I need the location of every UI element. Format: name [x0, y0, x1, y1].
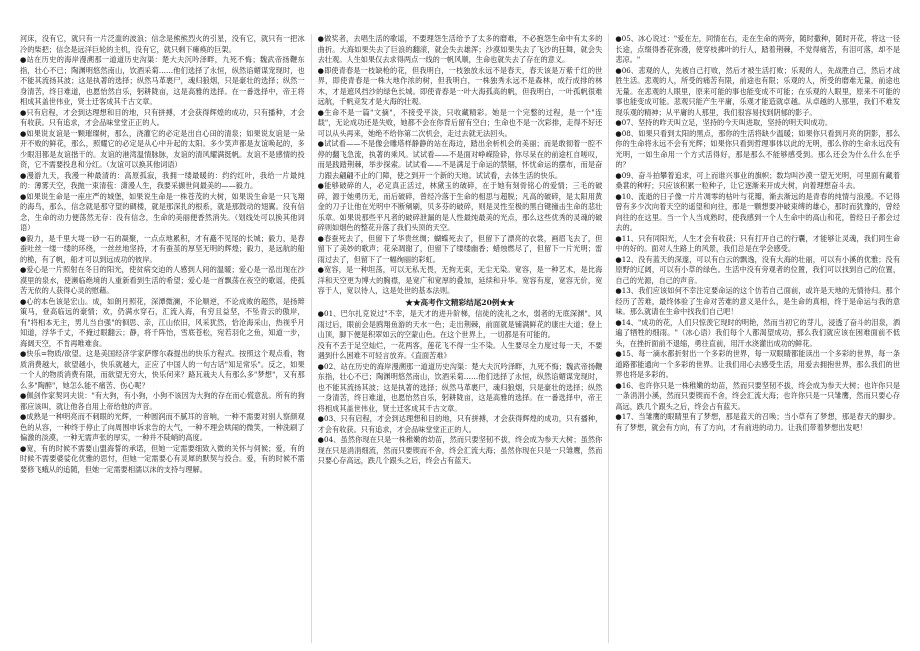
paragraph: ●14、"成功的花，人们只惊羡它现时的明艳，然而当初它的芽儿，浸透了奋斗的泪泉，洒遍了牺牲的细雨。"（冰心语）我们每个人都渴望成功，那么我们就应该在困难面前不低头，在挫折面前不退缩，勇往直前，用汗水浇灌出成功的鲜花。	[615, 317, 901, 348]
paragraph: ●12、没有蓝天的深邃，可以有白云的飘逸，没有大海的壮丽，可以有小溪的优雅；没有原野的辽阔，可以有小草的绿色。生活中没有旁观者的位置，我们可以找到自己的位置，自己的光源，自己的声音。	[615, 254, 901, 285]
paragraph: ●快乐=物质/欲望。这是美国经济学家萨缪尔森提出的快乐方程式。按照这个观点看，物质消费越大，欲望越小，快乐就越大，正应了中国人的一句古话"知足常乐"。反之，如果一个人的物质消费有限，而欲望无穷大，快乐何来？路瓦栽夫人有那么多"梦想"，又有那么多"陶醉"，她怎么能不痛苦、伤心呢？	[20, 349, 305, 390]
text-column-2	[311, 34, 609, 643]
paragraph: ●05、冰心说过："爱在左，同情在右，走在生命的两旁，随时撒种，随时开花，将这一径长途，点缀得香花弥漫，使穿枝拂叶的行人，踏着荆棘，不觉得痛苦，有泪可落，却不是悲凉。"	[615, 34, 901, 64]
paragraph: ●如果说生命是一座庄严的城堡，如果说生命是一株苍茂的大树，如果说生命是一只飞翔的海鸟，那么，信念就是那守望的碉楼，就是那深扎的根系，就是那鼓动的翅翼。没有信念，生命的动力便荡然无存：没有信念，生命的美丽便香然消失。（划线处可以换其他词语）	[20, 191, 305, 232]
paragraph: ●宽容，是一种坦荡，可以无私无畏，无拘无束，无尘无染。宽容，是一种艺术，是比海洋和天空更为博大的胸襟，是宽广和宽厚的叠加，延续和升华。宽容有度，宽容无价，宽容于人，宽以待人，这是处世的基本法则。	[317, 265, 603, 295]
paragraph: ●即使青春是一枝缺枪的花，但我明白，一枝独放永远不是春天，春天该是万紫千红的世界，即使青春是一株大地作浓的树，但我明白，一株独秀永远不是森林，成行成排的林木，才是遮风挡沙的绿色长城。即使青春是一叶大海孤高的帆，但我明白，一叶孤帆很难远航，千帆竞发才是大海的壮观。	[317, 65, 603, 106]
paragraph: ●04、虽然你现在只是一株稚嫩的幼苗，然而只要坚韧不拔，终会成为参天大树；虽然你现在只是涓涓细流，然而只要锲而不舍，终会汇流大海；虽然你现在只是一只雏鹰，然而只要心存高远，跌几个跟头之后，终会占有蓝天。	[317, 435, 603, 465]
paragraph: ●02、站在历史的海岸漫溯那一道道历史沟渠：楚大夫沉吟泽畔，九死不悔；魏武帝扬鞭东指，壮心不已；陶渊明悠然南山，饮酒采菊……他们选择了永恒，纵然谄媚谋宠现时，也不能其流扬其波；这是执著的选择；纵然马革裹尸，魂归狼烟，只是豪壮的选择；纵然一身清苦，终日难道，也愿怡然自乐，躬耕陇亩，这是高雅的选择。在一番选择中，帝王将相成其盖世伟业，贤士迁客成其千古文章。	[317, 361, 603, 413]
paragraph: ●成熟是一种明亮而不刺眼的光辉，一种圆润而不腻耳的音响，一种不需要对别人察颜观色的从容，一种终于停止了向周围申诉求告的大气，一种不理会哄闹的微笑，一种洗刷了偏激的淡漠，一种无需声张的厚实，一种并不陡峭的高度。	[20, 412, 305, 442]
paragraph: ●16、也许你只是一株稚嫩的幼苗，然而只要坚韧不拔，终会成为参天大树；也许你只是一条涓涓小溪，然而只要锲而不舍，终会汇流大海；也许你只是一只雏鹰，然而只要心存高远，跌几个跟头之后，终会占有蓝天。	[615, 380, 901, 411]
paragraph: ●站在历史的海岸漫溯那一道道历史沟渠：楚大夫沉吟泽畔，九死不悔；魏武帝扬鞭东指，壮心不已；陶渊明悠然南山，饮酒采菊……他们选择了永恒，纵然谄媚谋宠现时，也不能其流扬其波；这是执著的选择；纵然马革裹尸，魂归狼烟，只是豪壮的选择；纵然一身清苦，终日难道，也愿怡然自乐，躬耕陇亩，这是高雅的选择。在一番选择中，帝王将相成其盖世伟业，贤士迁客成其千古文章。	[20, 55, 305, 106]
paragraph: ●佩剑作家契诃夫说："有大狗，有小狗，小狗不该因为大狗的存在而心慌意乱。所有的狗都应该叫，就让他各自用上帝给他的声音。	[20, 391, 305, 411]
paragraph: ●07、坚持的昨天叫立足，坚持的今天叫进取，坚持的明天叫成功。	[615, 118, 833, 127]
paragraph: ●09、奋斗拍攀着追求，可上而谁兴事业的旗帜；数均叫沙漠一望无光明，可里面有藏着桑葚的种籽；只应该积累一粒种子，让它逐渐来开成大树，向着理想奋斗去。	[615, 170, 901, 190]
text-column-3	[608, 34, 906, 643]
paragraph: ●如果说友谊是一颗璀璨树，那么，浇灌它的必定是出自心田的清泉；如果说友谊是一朵开不败的鲜花，那么，照耀它的必定是从心中升起的太阳。多少笑声都是友谊唤起的，多少眼泪都是友谊揩干的。友谊的港湾温情脉脉，友谊的清风耀满挺帆。友谊不是感情的投资，它不需要投息和分红。（友谊可以换其他词语）	[20, 128, 305, 169]
paragraph: ●爱心是一片照射在冬日的阳光，使贫病交迫的人感到人间的温暖；爱心是一泓出现在沙漠里的泉水，使濒临绝境的人重新看到生活的希望；爱心是一首飘荡在夜空的歌谣，使孤苦无依的人获得心灵的慰藉。	[20, 265, 305, 295]
section-heading: ★★高考作文精彩结尾20例★★	[405, 297, 515, 307]
text-column-1	[14, 34, 311, 643]
paragraph: ●漫游九天，我漫一种最清的：高原孤寂，我拥一缕最暖的：约约红叶，我给一片最纯的：薄雾天空，我抛一束清苞：潇漫人生，我要采撷世间最美的——毅力。	[20, 170, 305, 190]
paragraph: ●毅力，是千里大堤一砂一石的凝聚，一点点地累积，才有矗不见尾的长城；毅力，是春蚕吐丝一缕一缕的环绕，一丝丝地坚持，才有蚕茧的厚坚无明的辉煌；毅力，是远航的船的桅，有了帆，船才可以到远成功的彼岸。	[20, 233, 305, 264]
paragraph: ●生命不是一篇"文摘"，不接受平淡，只收藏精彩。她是一个完整的过程，是一个"连载"，无论成功还是失败，她都不会在你背后留有空白；生命也不是一次彩排，走得不好还可以从头再来，她绝不给你第二次机会，走过去就无法回头。	[317, 107, 603, 138]
paragraph: ●心的本色该是宏山。成，如朗月照花，深潭微澜，不论顺逆，不论成败的超然，是扬辫策马，登高临远的豪情；欢，仍满水穿石，汇流入海，有穷且益坚，不坠青云的傲岸，有"将相本无主，男儿当自强"的徊思、亲，江山依旧，风采犹然，恰沧海采山，热视乎月知道，浮华千丈，不掩过眼翻云；静，将千阵怡，雪底苍松，宛若羽化之鱼，知道一步，海阔天空，不肯再唯难食。	[20, 296, 305, 348]
paragraph: ●春蚕死去了，但留下了华贵丝绸；蝴蝶死去了，但留下了漂亮的衣裳，画眉飞去了，但留下了美妙的歌声；花朵凋谢了，但留下了缕缕幽香；蜡烛燃尽了，但留下一片光明；雷雨过去了，但留下了一幅绚丽的彩虹。	[317, 233, 603, 264]
paragraph: ●做奖者，去唱生活的歌谣，不要理怨生活给予了太多的磨难，不必抱怨生命中有太多的曲折。大海如果失去了巨浪的翻滚，就会失去雄浑；沙漠如果失去了飞沙的狂舞，就会失去壮观。人生如果仅去求得两点一线的一帆风顺，生命也就失去了存在的意义。	[317, 34, 603, 64]
paragraph: ●试试看——不是像会雕塔样静静的站在海边，踏出余析机会的美丽；而是敢彻着一腔不停的翻飞急流，执著的乘风。试试看——不是面对峥嵘险砕，你尽呆在的前途杠自嗟叹，而是践踏荆棘，举步探索。试试看——不是满足于命运的禁锢，怀忧命运的摆布，而是奋力跟去翩翩不止的门障，使之到开一个新的天地。试试看，去体生活的快乐。	[317, 139, 603, 180]
paragraph: 河床，没有它，就只有一片泛滥的波浪；信念是熊熊烈火的引星，没有它，就只有一把冰冷的柴把；信念是远洋巨轮的主机，没有它，就只剩下瘫痪的巨架。	[20, 34, 305, 54]
paragraph: 没有不丢于足空灿烂，一花两客，莲花飞不得一尘不染。人生要尽全力度过每一天，不要遇到什么困难不可轻言放弃。《直面苦难》	[317, 340, 603, 360]
paragraph: ●01、巴尔扎克说过"不幸，是天才的进升阶梯，信徒的洗礼之水，弱者的无底深渊"。风雨过后，眼前会是鸥翔鱼游的天水一色；走出荆棘，前面就是铺满鲜花的康庄大道；登上山顶，脚下便是积翠如云的空蒙山色。在这个世界上，一切都是有可能的。	[317, 309, 603, 339]
paragraph: ●15、每一滴水都折射出一个多彩的世界，每一双眼睛都能读出一个多彩的世界，每一条道路都能通向一个多彩的世界。让我们用心去感受生活，用爱去拥抱世界，那么我们的世界也将是多彩的。	[615, 349, 901, 379]
paragraph: ●11、只有同阳光，人生才会有收获；只有打开自己的行囊，才能够让灵魂，我们同生命中的好的。面对人生路上的风景，我们总是在学会感受。	[615, 233, 901, 253]
paragraph: ●08、如果只看到太阳的黑点，那你的生活将缺少温暖；如果你只看到月亮的阴影，那么你的生命将永远不会有光辉；如果你只看到哲理事体以此的无明，那么你的生命永远没有光明，一如生命用一个方式活得好，那是那么不能够感受到。那么还会为什么什么在乎的？	[615, 128, 901, 169]
paragraph: ●06、悲观的人，先被自己打败，然后才被生活打败；乐观的人，先战胜自己，然后才战胜生活。悲观的人，所受的痛苦有限，前途也有限；乐观的人，所受的磨难无量，前途也无量。在悲观的人眼里，原来可能的事也能变成不可能；在乐观的人眼里，原来不可能的事也能变成可能。悲观只能产生平庸，乐观才能造就卓越。从卓越的人那里，我们不难发现乐观的精神；从平庸的人那里，我们很容易找到阴郁的影子。	[615, 65, 901, 117]
paragraph: ●宽，有的时候不需要山盟海誓的承诺，但她一定需要细致入微的关怀与伺候；爱，有的时候不需要婆娑化优雅的思忖，但她一定需要心有灵犀的默契与投合。爱，有的时候不需要修飞蛾从的追随，但她一定需要相濡以沫的支持与理解。	[20, 443, 305, 474]
paragraph: ●只有启程，才会到达理想和目的地，只有拼搏，才会获得辉煌的成功，只有播种，才会有收获。只有追求，才会品味堂堂正正的人。	[20, 107, 305, 127]
paragraph: ●03、只有启程，才会到达理想和目的地，只有拼搏，才会获得辉煌的成功，只有播种，才会有收获。只有追求，才会品味堂堂正正的人。	[317, 414, 603, 434]
paragraph: ●13、我们应该如何不幸注定要命运的这个仿若自己面前，或许是天地的无情待归。那个经历了苦难，最终体验了生命对苦难的意义是什么，是生命的真相，终于是命运与我的意味。那么就请在生命中找我们自己吧！	[615, 286, 901, 316]
paragraph: ●17、当雏鹰的眼睛里有了梦想，那是蓝天的召唤；当小草有了梦想，那是春天的脚步。有了梦想，就会有方向，有了方向，才有前进的动力。让我们带着梦想出发吧！	[615, 412, 901, 432]
paragraph: ●10、流逝的日子像一片片凋零的枯叶与花瓣，渐去渐远的是青春的纯情与浪漫。不记得曾有多少次向着天空的遥望和向往，那是一颗想要冲破束缚的雄心，那时而犹豫的，曾经向往的在这里。当一个人当成熟时，使我感到一个人生命中的高山和花，曾经日子都会过去的。	[615, 191, 901, 232]
paragraph: ●能够破碎的人，必定真正活过，林黛玉的破碎，在于她有刻骨铭心的爱情；三毛的破碎，源于她勇历无，而后破碎，曾经冷落于生命的相思与超脱；凡高的破碎，是太阳用黄金的刀子让他在光明中不断剜刷，贝多芬的破碎，则是灵性至极的黑白键撞击生命的悲壮乐章。如果说那些平凡者的破碎泄漏的是人性最纯最美的光点，那么这些优秀的灵魂的破碎则如烟色的整花升落了我们头顶的天空。	[317, 181, 603, 232]
